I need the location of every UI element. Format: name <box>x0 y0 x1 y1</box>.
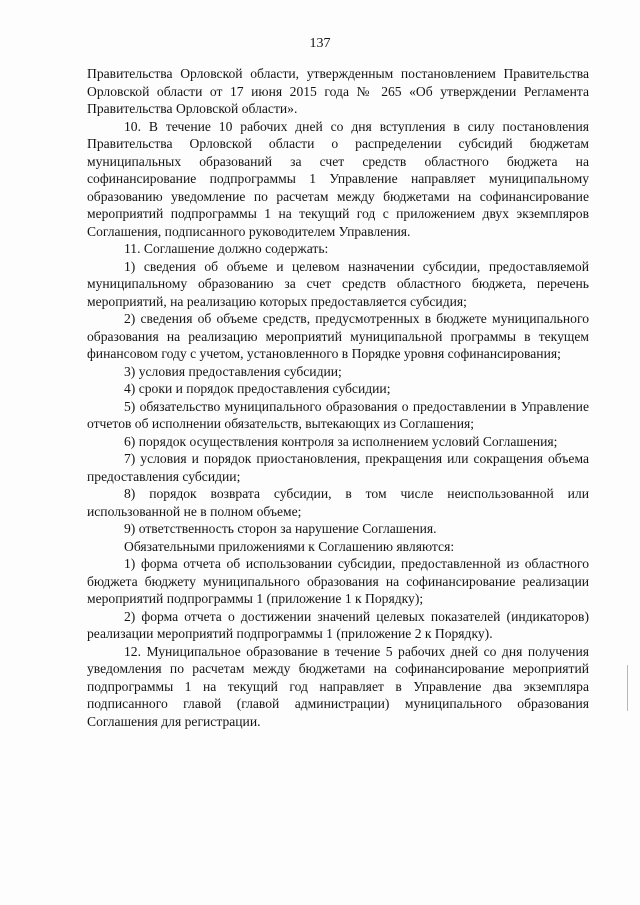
page-number: 137 <box>309 36 331 51</box>
list-item: 5) обязательство муниципального образования о предоставлении в Управление отчетов об исполнении обязательств, вытекающих из Соглашения; <box>87 398 589 431</box>
list-item: 2) форма отчета о достижении значений целевых показателей (индикаторов) реализации мероприятий подпрограммы 1 (приложение 2 к Порядку). <box>87 608 589 641</box>
list-item: 4) сроки и порядок предоставления субсидии; <box>124 381 391 396</box>
list-item: 9) ответственность сторон за нарушение Соглашения. <box>124 521 437 536</box>
attachments-heading: Обязательными приложениями к Соглашению являются: <box>124 538 455 554</box>
list-item: 6) порядок осуществления контроля за исполнением условий Соглашения; <box>124 433 558 449</box>
scan-artifact-line <box>627 665 628 711</box>
list-item: 1) форма отчета об использовании субсидии, предоставленной из областного бюджета бюджету муниципального образования на софинансирование реализации мероприятий подпрограммы 1 (приложение 1 к Порядку); <box>87 556 589 606</box>
paragraph-item-11: 11. Соглашение должно содержать: <box>124 241 329 256</box>
list-item: 7) условия и порядок приостановления, прекращения или сокращения объема предоставления субсидии; <box>87 451 589 484</box>
list-item: 2) сведения об объеме средств, предусмотренных в бюджете муниципального образования на реализацию мероприятий муниципальной программы в текущем финансовом году с учетом, установленного в Порядке уровня софинансирования; <box>87 311 589 361</box>
paragraph-continuation: Правительства Орловской области, утвержденным постановлением Правительства Орловской области от 17 июня 2015 года № 265 «Об утверждении Регламента Правительства Орловской области». <box>87 66 589 116</box>
list-item: 8) порядок возврата субсидии, в том числе неиспользованной или использованной не в полном объеме; <box>87 486 589 519</box>
paragraph-item-12: 12. Муниципальное образование в течение 5 рабочих дней со дня получения уведомления по расчетам между бюджетами на софинансирование мероприятий подпрограммы 1 на текущий год направляет в Управление два экземпляра подписанного главой (главой администрации) муниципального образования Соглашения для регистрации. <box>87 643 589 729</box>
list-item: 1) сведения об объеме и целевом назначении субсидии, предоставляемой муниципальному образованию за счет средств областного бюджета, перечень мероприятий, на реализацию которых предоставляется субсидия; <box>87 258 589 309</box>
document-body <box>87 65 589 730</box>
list-item: 3) условия предоставления субсидии; <box>124 363 342 379</box>
paragraph-item-10: 10. В течение 10 рабочих дней со дня вступления в силу постановления Правительства Орловской области о распределении субсидий бюджетам муниципальных образований за счет средств областного бюджета на софинансирование подпрограммы 1 Управление направляет муниципальному образованию уведомление по расчетам между бюджетами на софинансирование мероприятий подпрограммы 1 на текущий год с приложением двух экземпляров Соглашения, подписанного руководителем Управления. <box>87 118 589 239</box>
